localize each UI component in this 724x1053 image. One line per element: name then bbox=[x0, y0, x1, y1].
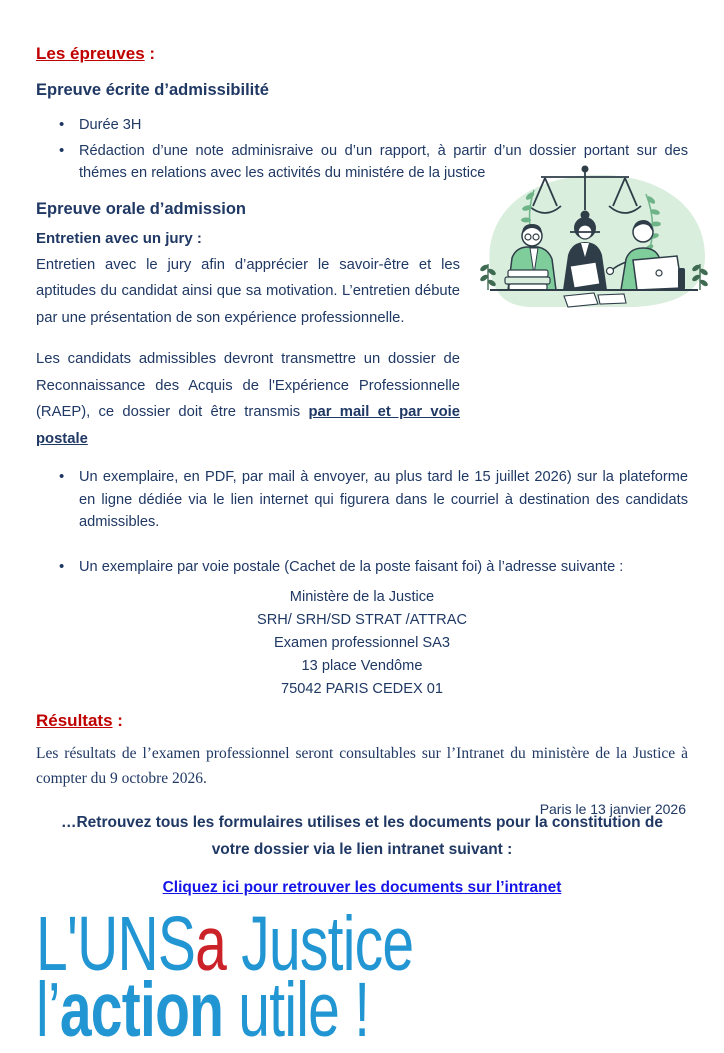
logo-line2 bbox=[36, 967, 518, 1053]
intranet-link[interactable]: Cliquez ici pour retrouver les documents sur l’intranet bbox=[162, 879, 562, 896]
logo-line2-action: action bbox=[59, 967, 224, 1053]
bullet-redaction: • Rédaction d’une note adminisraive ou d’un rapport, à partir d’un dossier portant sur des thémes en relations avec les activités du ministére de la justice bbox=[36, 140, 688, 185]
oral-exam-block bbox=[36, 199, 688, 453]
section-title-epreuves bbox=[36, 44, 688, 64]
bullet-mail-copy: • Un exemplaire, en PDF, par mail à envoyer, au plus tard le 15 juillet 2026) sur la plateforme en ligne dédiée via le lien internet qui figurera dans le courriel à destination des candidats admissibles. bbox=[36, 466, 688, 534]
raep-paragraph-start: Les candidats admissibles devront transmettre un dossier de Reconnaissance des Acquis de l'Expérience Professionnelle (RAEP), ce dossier doit être transmis bbox=[36, 351, 460, 420]
postal-address bbox=[36, 586, 688, 701]
logo-line1-blue-start: L'UNS bbox=[36, 901, 196, 987]
section-title-resultats-colon: : bbox=[112, 711, 123, 730]
section-title-epreuves-colon: : bbox=[144, 44, 156, 63]
intranet-link-row bbox=[36, 879, 688, 897]
address-line-examen: Examen professionnel SA3 bbox=[273, 635, 451, 651]
address-line-srh: SRH/ SRH/SD STRAT /ATTRAC bbox=[256, 612, 467, 628]
jury-label: Entretien avec un jury : bbox=[36, 229, 202, 247]
laptop-icon bbox=[633, 256, 682, 290]
results-paragraph: Les résultats de l’examen professionnel seront consultables sur l’Intranet du ministère de la Justice à compter du 9 octobre 2026. bbox=[36, 745, 688, 787]
logo-line1-blue-end: Justice bbox=[226, 901, 414, 987]
raep-bullet-list bbox=[36, 466, 688, 578]
written-exam-heading: Epreuve écrite d’admissibilité bbox=[36, 81, 269, 99]
logo-line2-start: l’ bbox=[36, 967, 60, 1053]
bullet-duree: • Durée 3H bbox=[36, 114, 688, 137]
address-line-city: 75042 PARIS CEDEX 01 bbox=[281, 681, 443, 697]
retrouvez-text: …Retrouvez tous les formulaires utilises et les documents pour la constitution de votre dossier via le lien intranet suivant : bbox=[60, 814, 664, 858]
jury-paragraph: Entretien avec le jury afin d’apprécier le savoir-être et les aptitudes du candidat ainsi que sa motivation. L’entretien débute par une présentation de son expérience professionnelle. bbox=[36, 256, 460, 326]
raep-paragraph-emphasis: par mail et par voie postale bbox=[36, 404, 460, 447]
address-line-ministry: Ministère de la Justice bbox=[289, 589, 435, 605]
justice-illustration bbox=[478, 162, 710, 317]
document-date: Paris le 13 janvier 2026 bbox=[539, 801, 686, 817]
books-icon bbox=[505, 270, 550, 290]
bottle-icon bbox=[678, 268, 685, 290]
raep-paragraph bbox=[36, 346, 460, 452]
section-title-resultats bbox=[36, 711, 688, 731]
oral-exam-heading: Epreuve orale d’admission bbox=[36, 199, 246, 218]
section-title-epreuves-text: Les épreuves bbox=[36, 44, 145, 63]
logo-red-a: a bbox=[195, 901, 227, 987]
bullet-postal-copy: • Un exemplaire par voie postale (Cachet de la poste faisant foi) à l’adresse suivante : bbox=[36, 556, 688, 579]
logo-line2-end: utile ! bbox=[223, 967, 370, 1053]
address-line-street: 13 place Vendôme bbox=[301, 658, 423, 674]
section-title-resultats-text: Résultats bbox=[36, 711, 113, 730]
